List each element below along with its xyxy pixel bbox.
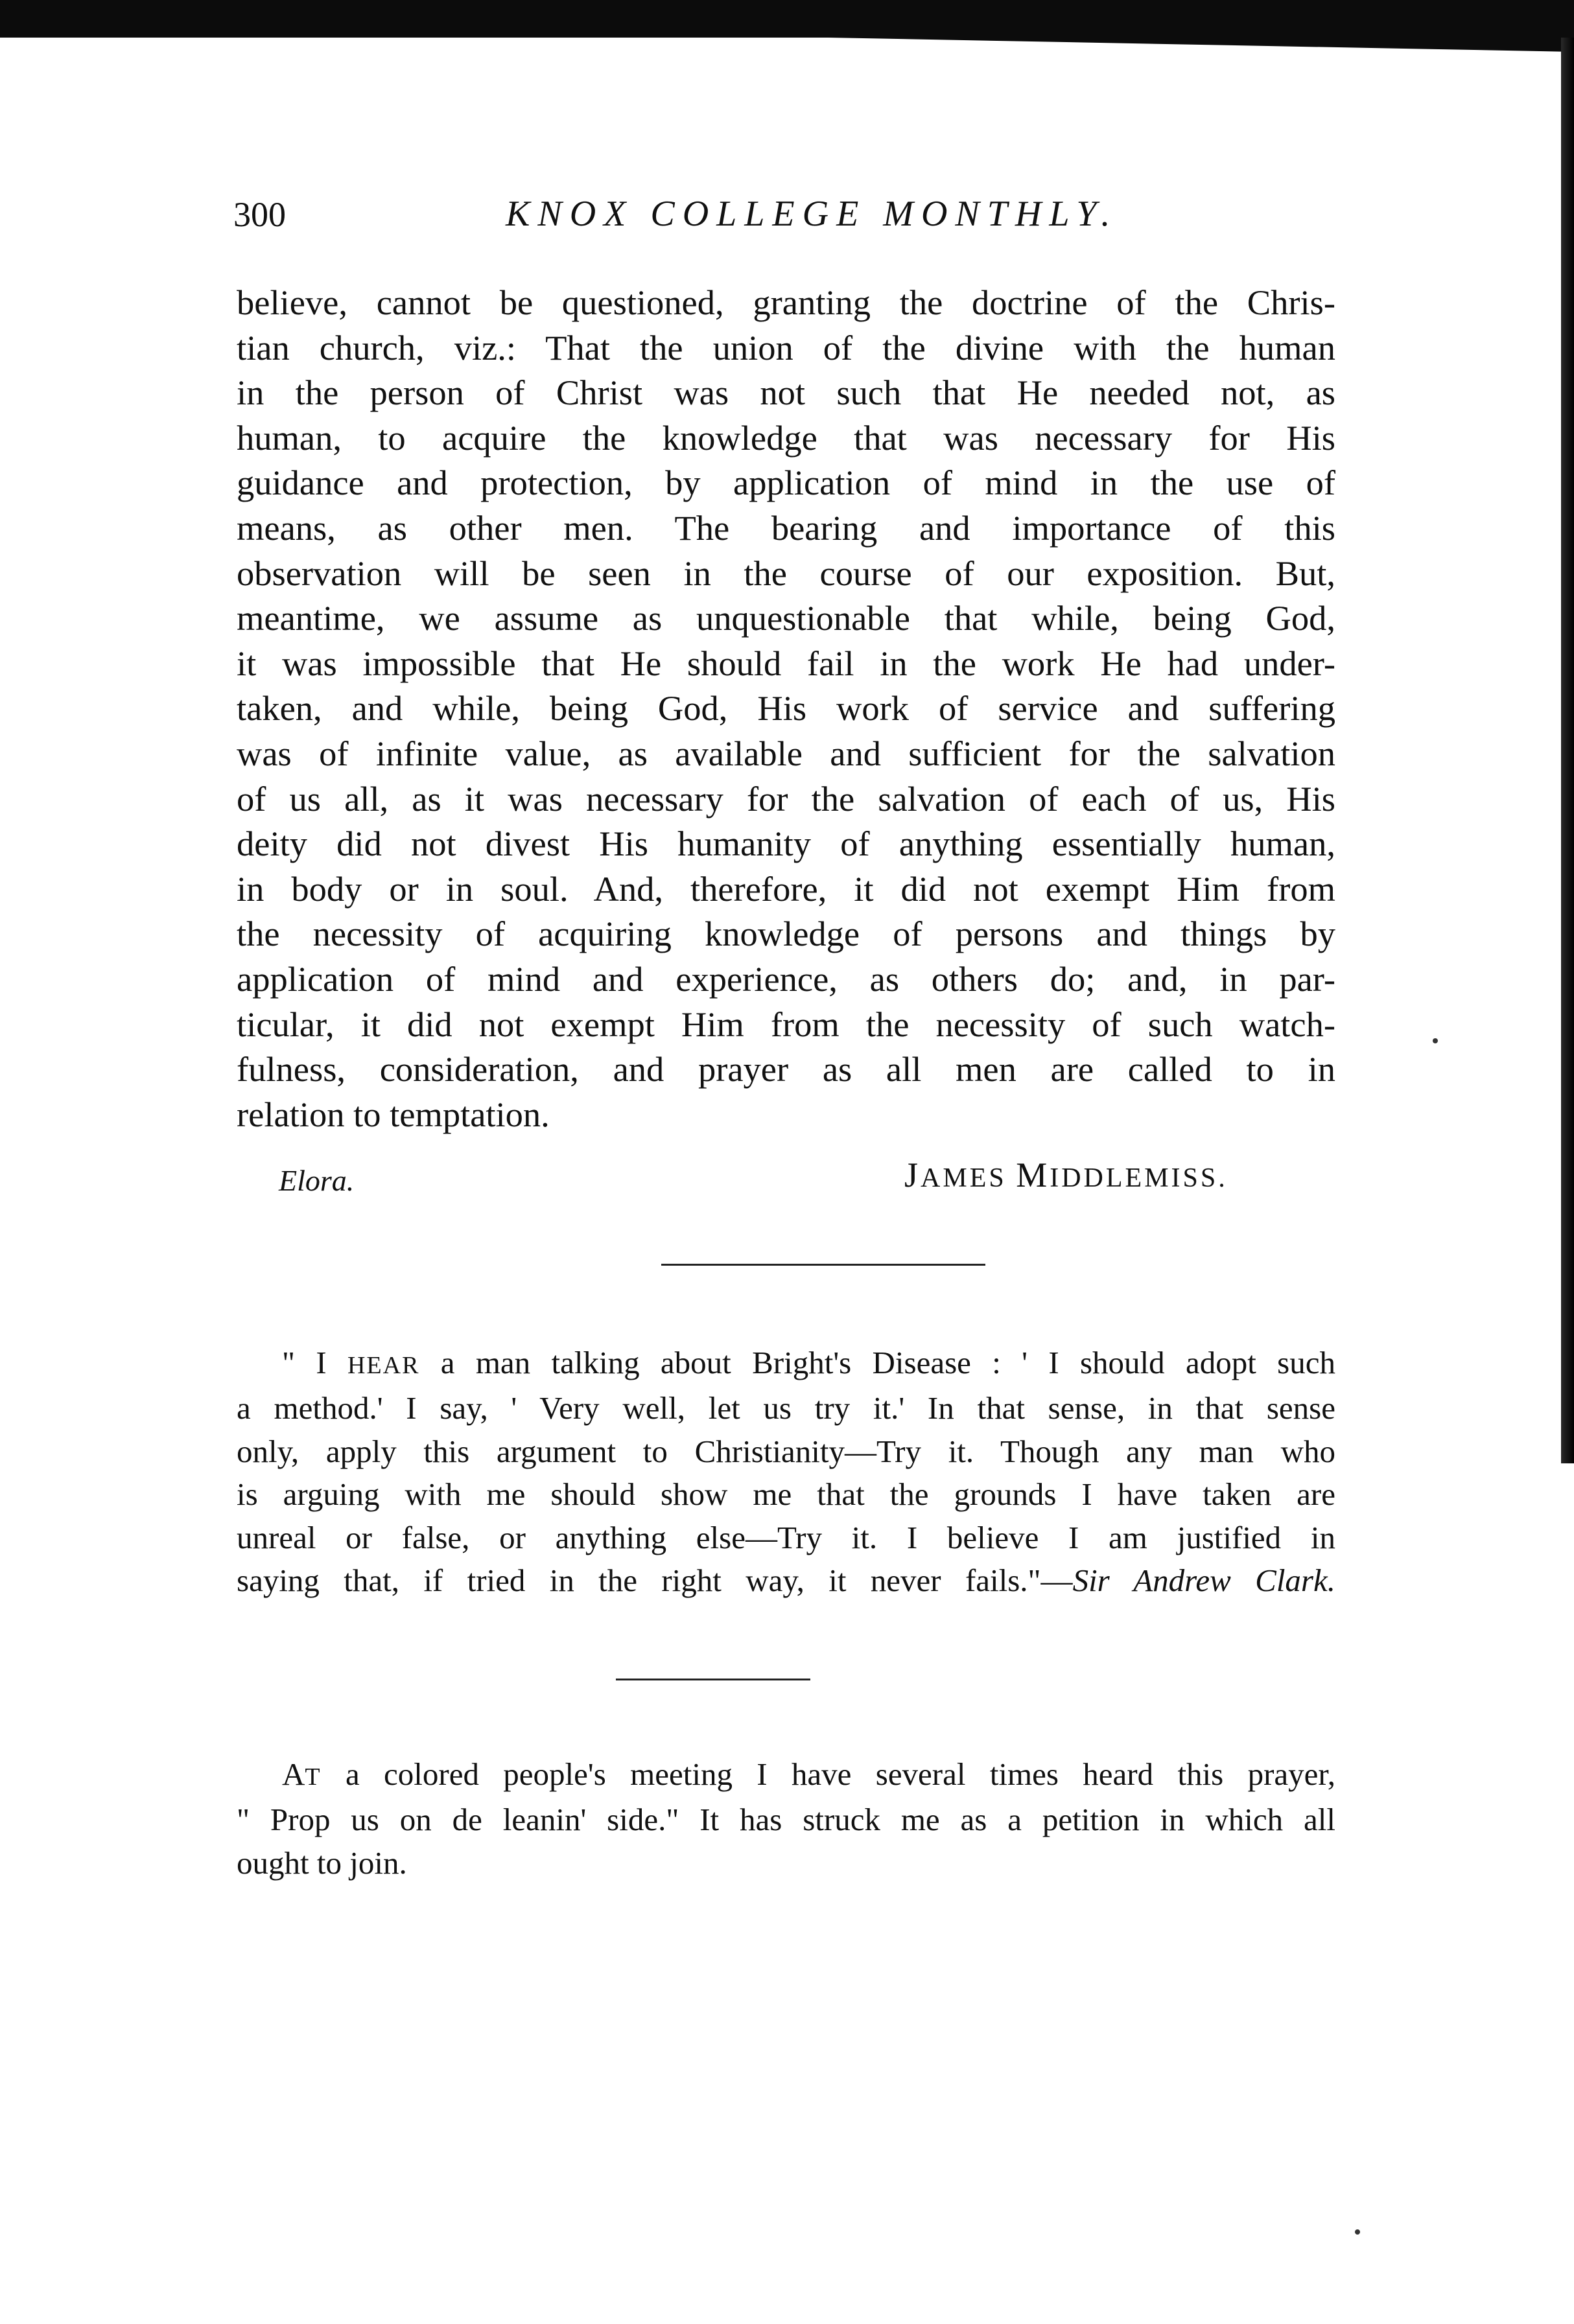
page-number: 300 (233, 195, 286, 234)
section-divider-1 (661, 1264, 985, 1266)
top-scan-border (0, 0, 1574, 38)
main-text-line: deity did not divest His humanity of anything essentially human, (237, 824, 1335, 864)
top-scan-border-wedge (828, 38, 1574, 52)
quote-line-1-rest: a man talking about Bright's Disease : ' I should adopt such (419, 1345, 1335, 1380)
quote-attribution: Sir Andrew Clark. (1072, 1563, 1335, 1599)
quote-open: " I (282, 1345, 347, 1380)
main-text-line: taken, and while, being God, His work of service and suffering (237, 688, 1335, 728)
quote-last-line-text: saying that, if tried in the right way, it never fails."— (237, 1563, 1073, 1599)
main-text-line: application of mind and experience, as others do; and, in par- (237, 959, 1335, 999)
scan-speck (1433, 1038, 1438, 1043)
quote-line: a method.' I say, ' Very well, let us try it.' In that sense, in that sense (237, 1390, 1335, 1426)
anecdote-line-1-rest: a colored people's meeting I have several times heard this prayer, (321, 1756, 1335, 1792)
main-text-line: relation to temptation. (237, 1094, 550, 1134)
quote-line: only, apply this argument to Christianity—Try it. Though any man who (237, 1433, 1335, 1469)
main-text-line: the necessity of acquiring knowledge of persons and things by (237, 914, 1335, 954)
page-header (233, 188, 1335, 246)
main-text-line: meantime, we assume as unquestionable that while, being God, (237, 598, 1335, 638)
quote-last-line (237, 1559, 1335, 1602)
anecdote-lead-smallcap: T (305, 1763, 322, 1791)
main-text-line: observation will be seen in the course of our exposition. But, (237, 553, 1335, 593)
quote-line: is arguing with me should show me that the grounds I have taken are (237, 1476, 1335, 1513)
anecdote-line-2: " Prop us on de leanin' side." It has struck me as a petition in which all (237, 1802, 1335, 1838)
main-text-line: of us all, as it was necessary for the salvation of each of us, His (237, 778, 1335, 819)
quote-lead-word: HEAR (347, 1352, 420, 1379)
anecdote-block (237, 1753, 1335, 1885)
main-text-line: in body or in soul. And, therefore, it did not exempt Him from (237, 868, 1335, 909)
right-scan-border (1561, 38, 1574, 1463)
scan-speck (1355, 2229, 1360, 2235)
author-first-rest: AMES (921, 1163, 1016, 1193)
signature-place: Elora. (279, 1164, 355, 1197)
main-text-line: human, to acquire the knowledge that was necessary for His (237, 417, 1335, 458)
main-text-line: it was impossible that He should fail in the work He had under- (237, 643, 1335, 683)
main-text-line: guidance and protection, by application of mind in the use of (237, 463, 1335, 503)
author-last-rest: IDDLEMISS. (1050, 1163, 1228, 1193)
main-text-line: ticular, it did not exempt Him from the necessity of such watch- (237, 1004, 1335, 1044)
main-article-text (237, 280, 1335, 1137)
quotation-block (237, 1342, 1335, 1602)
main-text-line: fulness, consideration, and prayer as all men are called to in (237, 1049, 1335, 1089)
anecdote-line-1 (237, 1753, 1335, 1798)
anecdote-line-3: ought to join. (237, 1844, 407, 1881)
signature-author (904, 1155, 1228, 1195)
running-head: KNOX COLLEGE MONTHLY. (506, 194, 1118, 234)
main-text-line: believe, cannot be questioned, granting the doctrine of the Chris- (237, 283, 1335, 322)
section-divider-2 (616, 1679, 810, 1680)
quote-line: unreal or false, or anything else—Try it. I believe I am justified in (237, 1519, 1335, 1555)
main-text-line: in the person of Christ was not such that He needed not, as (237, 373, 1335, 413)
main-text-line: was of infinite value, as available and sufficient for the salvation (237, 733, 1335, 773)
author-initial-m: M (1016, 1156, 1050, 1194)
main-text-line: tian church, viz.: That the union of the divine with the human (237, 327, 1335, 367)
main-text-line: means, as other men. The bearing and importance of this (237, 507, 1335, 548)
author-initial-j: J (904, 1156, 921, 1194)
quote-line-1 (237, 1342, 1335, 1387)
anecdote-lead-cap: A (282, 1756, 305, 1792)
